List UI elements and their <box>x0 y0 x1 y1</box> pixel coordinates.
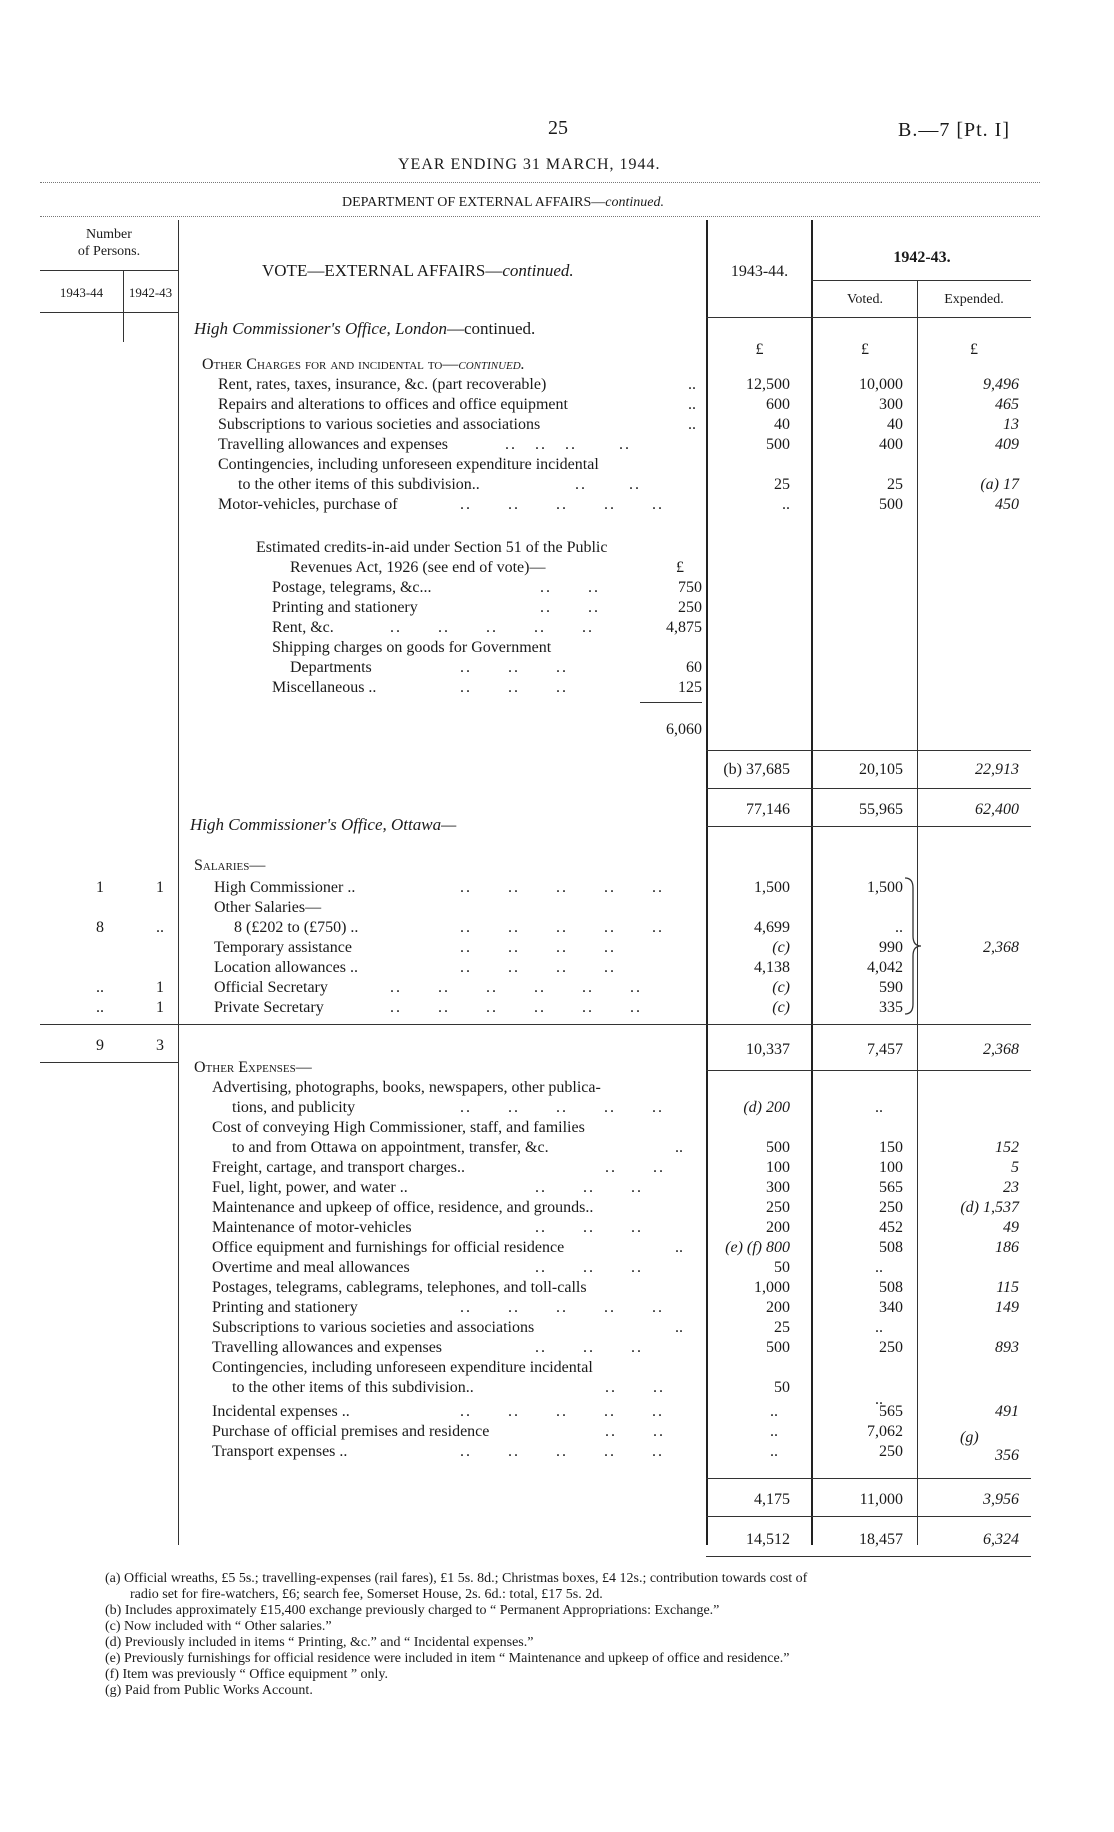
salaries-total-voted: 7,457 <box>867 1041 903 1058</box>
list-item-label: Subscriptions to various societies and associations <box>218 416 541 433</box>
est-value: 1,000 <box>754 1279 790 1296</box>
document-reference: B.—7 [Pt. I] <box>898 119 1010 141</box>
leader-dots: .. .. .. .. .. <box>460 496 664 513</box>
leader-dots: .. .. .. .. .. <box>460 879 664 896</box>
expended-value: 409 <box>995 436 1019 453</box>
footnote-e: (e) Previously furnishings for official residence were included in item “ Maintenance and upkeep of office and residence.” <box>105 1651 790 1666</box>
persons-total-rule <box>40 1062 178 1063</box>
expense-label: to the other items of this subdivision.. <box>232 1379 474 1396</box>
list-item-label: Contingencies, including unforeseen expenditure incidental <box>218 456 599 473</box>
other-total-est: 4,175 <box>754 1491 790 1508</box>
persons-1943: .. <box>96 999 104 1016</box>
est-value: 250 <box>766 1199 790 1216</box>
voted-value: 150 <box>879 1139 903 1156</box>
dept-title-text: DEPARTMENT OF EXTERNAL AFFAIRS— <box>342 195 606 210</box>
col-estimate-1943: 1943-44. <box>730 263 789 280</box>
est-value: .. <box>770 1403 778 1420</box>
est-value: 500 <box>766 1139 790 1156</box>
leader-dots: .. <box>688 396 696 413</box>
persons-heading-2: of Persons. <box>77 244 141 259</box>
london-title <box>194 320 535 337</box>
credit-value: 60 <box>686 659 702 676</box>
list-item-label: Motor-vehicles, purchase of <box>218 496 398 513</box>
leader-dots: .. <box>675 1139 683 1156</box>
est-value: (c) <box>772 999 790 1016</box>
voted-value: 335 <box>879 999 903 1016</box>
voted-value: 10,000 <box>859 376 903 393</box>
credit-label: Printing and stationery <box>272 599 418 616</box>
london-title-text: High Commissioner's Office, London <box>194 319 447 338</box>
voted-value: 7,062 <box>867 1423 903 1440</box>
expense-label: Maintenance and upkeep of office, residence, and grounds.. <box>212 1199 594 1216</box>
london-section-heading <box>202 357 525 373</box>
salaries-total-rule <box>40 1024 1031 1025</box>
expended-value: 49 <box>1003 1219 1019 1236</box>
col-voted: Voted. <box>847 292 883 307</box>
london-subtotal-est: (b) 37,685 <box>723 761 790 778</box>
credit-value: 750 <box>678 579 702 596</box>
expended-value: 356 <box>995 1447 1019 1464</box>
leader-dots: .. <box>688 416 696 433</box>
leader-dots: .. .. <box>605 1379 665 1396</box>
est-value: 50 <box>774 1259 790 1276</box>
voted-value: .. <box>895 919 903 936</box>
footnote-a: (a) Official wreaths, £5 5s.; travelling-expenses (rail fares), £1 5s. 8d.; Christmas boxes, £4 12s.; contribution towards cost of <box>105 1571 808 1586</box>
voted-value: 565 <box>879 1179 903 1196</box>
grand-total-top-rule <box>706 1516 1031 1517</box>
col-expended: Expended. <box>944 292 1004 307</box>
leader-dots: .. .. <box>540 579 600 596</box>
expended-value: 152 <box>995 1139 1019 1156</box>
london-subtotal-voted: 20,105 <box>859 761 903 778</box>
voted-value: 565 <box>879 1403 903 1420</box>
expense-label: Overtime and meal allowances <box>212 1259 410 1276</box>
expended-value: 5 <box>1011 1159 1019 1176</box>
salaries-total-1943: 9 <box>96 1037 104 1054</box>
expense-label: Travelling allowances and expenses <box>212 1339 443 1356</box>
est-value: 25 <box>774 476 790 493</box>
dept-rule <box>40 216 1040 217</box>
vote-title-cont: continued. <box>502 261 574 280</box>
voted-value: 400 <box>879 436 903 453</box>
other-top-rule <box>706 1070 1031 1071</box>
leader-dots: .. .. .. .. <box>505 436 631 453</box>
year-title: YEAR ENDING 31 MARCH, 1944. <box>398 156 661 173</box>
currency-voted: £ <box>861 341 869 358</box>
leader-dots: .. .. <box>575 476 641 493</box>
footnote-c: (c) Now included with “ Other salaries.” <box>105 1619 332 1634</box>
expense-label: Contingencies, including unforeseen expenditure incidental <box>212 1359 593 1376</box>
expended-value: 149 <box>995 1299 1019 1316</box>
expended-value: 450 <box>995 496 1019 513</box>
salary-label: Private Secretary <box>214 999 324 1016</box>
footnote-d: (d) Previously included in items “ Printing, &c.” and “ Incidental expenses.” <box>105 1635 534 1650</box>
salaries-expended: 2,368 <box>983 939 1019 956</box>
credits-currency: £ <box>676 559 684 576</box>
credit-value: 4,875 <box>666 619 702 636</box>
est-value: .. <box>770 1443 778 1460</box>
footnote-a-cont: radio set for fire-watchers, £6; search fee, Somerset House, 2s. 6d.: total, £17 5s. 2d. <box>130 1587 603 1602</box>
leader-dots: .. .. .. <box>460 679 568 696</box>
persons-1942: 1 <box>156 979 164 996</box>
leader-dots: .. .. .. <box>535 1259 643 1276</box>
est-value: 50 <box>774 1379 790 1396</box>
subtotal-bottom-rule <box>706 788 1031 789</box>
expended-value: 9,496 <box>983 376 1019 393</box>
grand-total-bottom-rule <box>706 1556 1031 1557</box>
credit-value: 125 <box>678 679 702 696</box>
voted-value: 500 <box>879 496 903 513</box>
leader-dots: .. .. .. .. .. <box>390 619 594 636</box>
leader-dots: .. .. .. <box>460 659 568 676</box>
expense-label: to and from Ottawa on appointment, transfer, &c. <box>232 1139 549 1156</box>
est-value: 25 <box>774 1319 790 1336</box>
persons-subhead-rule <box>40 312 178 313</box>
est-value: .. <box>782 496 790 513</box>
voted-value: .. <box>875 1391 883 1408</box>
list-item-label: Repairs and alterations to offices and office equipment <box>218 396 568 413</box>
grand-total-est: 14,512 <box>746 1531 790 1548</box>
leader-dots: .. .. .. <box>535 1219 643 1236</box>
credit-label: Departments <box>290 659 372 676</box>
voted-value: 340 <box>879 1299 903 1316</box>
other-total-top-rule <box>706 1478 1031 1479</box>
leader-dots: .. .. .. <box>535 1339 643 1356</box>
est-value: 500 <box>766 1339 790 1356</box>
est-value: 500 <box>766 436 790 453</box>
persons-1943: .. <box>96 979 104 996</box>
est-value: (c) <box>772 979 790 996</box>
persons-1943: 8 <box>96 919 104 936</box>
grand-total-voted: 18,457 <box>859 1531 903 1548</box>
voted-value: 25 <box>887 476 903 493</box>
leader-dots: .. .. .. <box>535 1179 643 1196</box>
london-total-voted: 55,965 <box>859 801 903 818</box>
leader-dots: .. .. <box>605 1423 665 1440</box>
est-value: 4,699 <box>754 919 790 936</box>
expense-label: Postages, telegrams, cablegrams, telephones, and toll-calls <box>212 1279 587 1296</box>
expended-value: 186 <box>995 1239 1019 1256</box>
voted-value: 990 <box>879 939 903 956</box>
expense-label: Maintenance of motor-vehicles <box>212 1219 412 1236</box>
persons-1942: 1 <box>156 879 164 896</box>
salary-label: Official Secretary <box>214 979 328 996</box>
voted-value: 4,042 <box>867 959 903 976</box>
group-head-rule <box>811 280 1031 281</box>
leader-dots: .. .. .. .. <box>460 959 616 976</box>
expense-label: Printing and stationery <box>212 1299 358 1316</box>
est-value: 40 <box>774 416 790 433</box>
leader-dots: .. .. .. .. .. <box>460 1099 664 1116</box>
leader-dots: .. .. .. .. .. <box>460 1403 664 1420</box>
list-item-label: Travelling allowances and expenses <box>218 436 449 453</box>
voted-value: 250 <box>879 1199 903 1216</box>
footnote-g: (g) Paid from Public Works Account. <box>105 1683 313 1698</box>
voted-value: 40 <box>887 416 903 433</box>
expended-value: 13 <box>1003 416 1019 433</box>
est-value: 300 <box>766 1179 790 1196</box>
expense-label: Incidental expenses .. <box>212 1403 350 1420</box>
salaries-total-est: 10,337 <box>746 1041 790 1058</box>
est-value: 200 <box>766 1299 790 1316</box>
list-item-label: to the other items of this subdivision.. <box>238 476 480 493</box>
column-head-rule <box>706 317 1031 318</box>
voted-value: 1,500 <box>867 879 903 896</box>
vote-title <box>262 262 574 279</box>
leader-dots: .. .. .. .. .. <box>460 919 664 936</box>
other-expenses-heading: Other Expenses— <box>194 1059 312 1076</box>
voted-value: 508 <box>879 1239 903 1256</box>
salaries-heading: Salaries— <box>194 857 266 874</box>
voted-value: .. <box>875 1259 883 1276</box>
est-value: (c) <box>772 939 790 956</box>
credit-value: 250 <box>678 599 702 616</box>
credit-label: Postage, telegrams, &c... <box>272 579 432 596</box>
persons-1943: 1 <box>96 879 104 896</box>
expense-label: Cost of conveying High Commissioner, staff, and families <box>212 1119 585 1136</box>
salary-label: Temporary assistance <box>214 939 352 956</box>
expended-value: 115 <box>996 1279 1019 1296</box>
subtotal-top-rule <box>706 750 1031 751</box>
expended-value: (g) <box>960 1429 979 1446</box>
est-value: 200 <box>766 1219 790 1236</box>
est-value: .. <box>770 1423 778 1440</box>
header-rule <box>40 182 1040 183</box>
currency-est: £ <box>755 341 764 358</box>
london-section-cont: continued. <box>458 356 525 373</box>
salary-label: 8 (£202 to (£750) .. <box>234 919 359 936</box>
persons-heading-1: Number <box>86 227 132 242</box>
salaries-total-1942: 3 <box>156 1037 164 1054</box>
london-section-text: Other Charges for and incidental to— <box>202 356 459 373</box>
persons-divider <box>123 270 124 342</box>
list-item-label: Rent, rates, taxes, insurance, &c. (part recoverable) <box>218 376 547 393</box>
expended-value: 23 <box>1003 1179 1019 1196</box>
ottawa-title: High Commissioner's Office, Ottawa— <box>190 815 457 834</box>
est-value: 1,500 <box>754 879 790 896</box>
leader-dots: .. .. <box>540 599 600 616</box>
london-title-cont: —continued. <box>446 319 536 338</box>
persons-col-1942: 1942-43 <box>128 285 173 300</box>
voted-value: .. <box>875 1099 883 1116</box>
leader-dots: .. <box>675 1239 683 1256</box>
expense-label: Purchase of official premises and residence <box>212 1423 490 1440</box>
currency-expended: £ <box>970 341 978 358</box>
total-bottom-rule <box>706 826 1031 827</box>
london-total-expended: 62,400 <box>975 801 1019 818</box>
footnote-b: (b) Includes approximately £15,400 exchange previously charged to “ Permanent Appropriations: Exchange.” <box>105 1603 720 1618</box>
leader-dots: .. .. .. .. .. .. <box>390 999 642 1016</box>
voted-value: .. <box>875 1319 883 1336</box>
expended-value: 465 <box>995 396 1019 413</box>
dept-title-cont: continued. <box>605 195 664 210</box>
expended-value: 491 <box>995 1403 1019 1420</box>
voted-value: 250 <box>879 1339 903 1356</box>
page-number: 25 <box>548 117 568 139</box>
est-value: 12,500 <box>746 376 790 393</box>
voted-value: 100 <box>879 1159 903 1176</box>
dept-title <box>342 196 664 210</box>
est-value: 600 <box>766 396 790 413</box>
london-total-est: 77,146 <box>746 801 790 818</box>
est-value: 100 <box>766 1159 790 1176</box>
expense-label: Transport expenses .. <box>212 1443 348 1460</box>
credits-total: 6,060 <box>666 721 702 738</box>
expense-label: Freight, cartage, and transport charges.. <box>212 1159 465 1176</box>
voted-value: 250 <box>879 1443 903 1460</box>
london-subtotal-expended: 22,913 <box>975 761 1019 778</box>
leader-dots: .. .. .. .. <box>460 939 616 956</box>
other-total-expended: 3,956 <box>983 1491 1019 1508</box>
vote-title-text: VOTE—EXTERNAL AFFAIRS— <box>262 261 503 280</box>
persons-head-rule <box>40 270 178 271</box>
leader-dots: .. .. .. .. .. <box>460 1299 664 1316</box>
expense-label: Office equipment and furnishings for official residence <box>212 1239 565 1256</box>
footnote-f: (f) Item was previously “ Office equipment ” only. <box>105 1667 389 1682</box>
credit-label: Shipping charges on goods for Government <box>272 639 552 656</box>
salary-label: High Commissioner .. <box>214 879 356 896</box>
leader-dots: .. .. .. .. .. .. <box>390 979 642 996</box>
expense-label: Fuel, light, power, and water .. <box>212 1179 408 1196</box>
other-total-voted: 11,000 <box>859 1491 903 1508</box>
credit-label: Rent, &c. <box>272 619 334 636</box>
expense-label: Advertising, photographs, books, newspapers, other publica- <box>212 1079 601 1096</box>
est-value: (d) 200 <box>743 1099 790 1116</box>
voted-value: 300 <box>879 396 903 413</box>
voted-value: 590 <box>879 979 903 996</box>
voted-value: 508 <box>879 1279 903 1296</box>
est-value: (e) (f) 800 <box>725 1239 790 1256</box>
voted-value: 452 <box>879 1219 903 1236</box>
expense-label: tions, and publicity <box>232 1099 356 1116</box>
credits-heading-1: Estimated credits-in-aid under Section 51 of the Public <box>256 539 608 556</box>
expended-value: (a) 17 <box>980 476 1019 493</box>
grand-total-expended: 6,324 <box>983 1531 1019 1548</box>
salary-label: Other Salaries— <box>214 899 322 916</box>
credit-label: Miscellaneous .. <box>272 679 377 696</box>
est-value: 4,138 <box>754 959 790 976</box>
credits-heading-2: Revenues Act, 1926 (see end of vote)— <box>290 559 546 576</box>
expense-label: Subscriptions to various societies and associations <box>212 1319 535 1336</box>
leader-dots: .. <box>688 376 696 393</box>
persons-col-1943: 1943-44 <box>59 285 104 300</box>
credits-rule <box>640 702 702 703</box>
persons-1942: 1 <box>156 999 164 1016</box>
persons-1942: .. <box>156 919 164 936</box>
col-group-1942: 1942-43. <box>893 249 951 266</box>
expended-value: (d) 1,537 <box>960 1199 1019 1216</box>
leader-dots: .. <box>675 1319 683 1336</box>
salary-label: Location allowances .. <box>214 959 358 976</box>
expended-value: 893 <box>995 1339 1019 1356</box>
leader-dots: .. .. .. .. .. <box>460 1443 664 1460</box>
leader-dots: .. .. <box>605 1159 665 1176</box>
salaries-total-expended: 2,368 <box>983 1041 1019 1058</box>
